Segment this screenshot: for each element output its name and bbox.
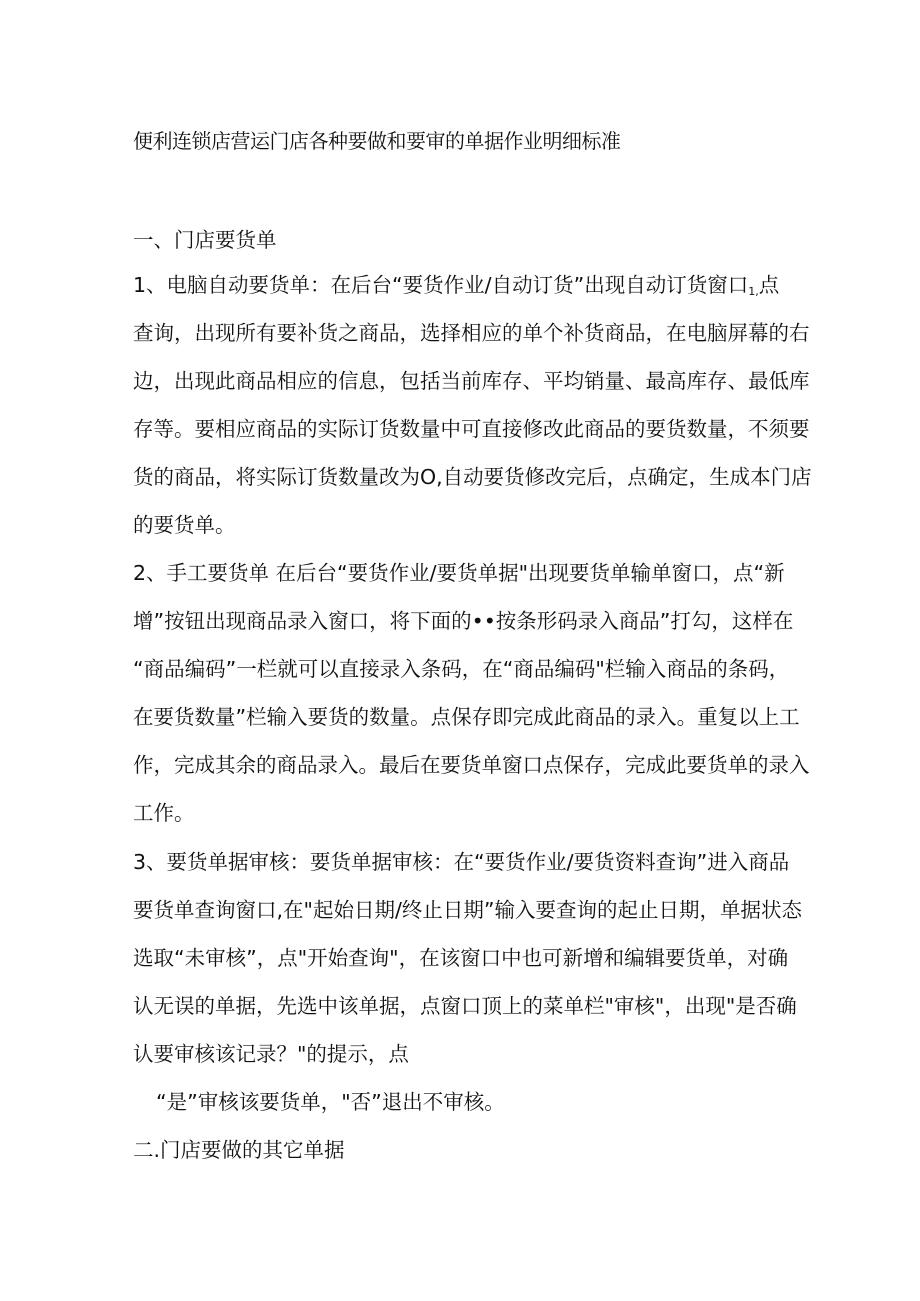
paragraph-line: 的要货单。 [133, 513, 236, 537]
subscript-text: 1, [748, 285, 759, 298]
paragraph-line: 要货单查询窗口,在"起始日期/终止日期”输入要查询的起止日期，单据状态 [133, 898, 802, 922]
paragraph-line: 在要货数量”栏输入要货的数量。点保存即完成此商品的录入。重复以上工 [133, 705, 800, 729]
paragraph-line [133, 272, 779, 305]
paragraph-line: 选取“未审核”，点"开始查询"，在该窗口中也可新增和编辑要货单，对确 [133, 946, 789, 970]
paragraph-line: 货的商品，将实际订货数量改为O,自动要货修改完后，点确定，生成本门店 [133, 465, 812, 489]
paragraph-line: 工作。 [133, 801, 195, 825]
paragraph-line: 增”按钮出现商品录入窗口，将下面的••按条形码录入商品”打勾，这样在 [133, 609, 794, 633]
paragraph-line: “是”审核该要货单，"否”退出不审核。 [156, 1090, 505, 1114]
section-heading-2: 二.门店要做的其它单据 [133, 1138, 345, 1162]
paragraph-line: 3、要货单据审核：要货单据审核：在“要货作业/要货资料查询”进入商品 [133, 850, 790, 874]
paragraph-line: 认无误的单据，先选中该单据，点窗口顶上的菜单栏"审核"，出现"是否确 [133, 994, 797, 1018]
document-title: 便利连锁店营运门店各种要做和要审的单据作业明细标准 [133, 129, 621, 153]
paragraph-line: 存等。要相应商品的实际订货数量中可直接修改此商品的要货数量，不须要 [133, 417, 810, 441]
text-run: 1、电脑自动要货单：在后台“要货作业/自动订货”出现自动订货窗口 [133, 273, 749, 297]
paragraph-line: “商品编码”一栏就可以直接录入条码，在“商品编码"栏输入商品的条码， [133, 657, 790, 681]
paragraph-line: 查询，出现所有要补货之商品，选择相应的单个补货商品，在电脑屏幕的右 [133, 321, 810, 345]
paragraph-line: 边，出现此商品相应的信息，包括当前库存、平均销量、最高库存、最低库 [133, 369, 810, 393]
text-run: 点 [758, 273, 780, 297]
section-heading-1: 一、门店要货单 [133, 228, 277, 252]
paragraph-line: 认要审核该记录？"的提示，点 [133, 1042, 409, 1066]
paragraph-line: 作，完成其余的商品录入。最后在要货单窗口点保存，完成此要货单的录入 [133, 753, 810, 777]
paragraph-line: 2、手工要货单 在后台“要货作业/要货单据"出现要货单输单窗口，点“新 [133, 561, 785, 585]
